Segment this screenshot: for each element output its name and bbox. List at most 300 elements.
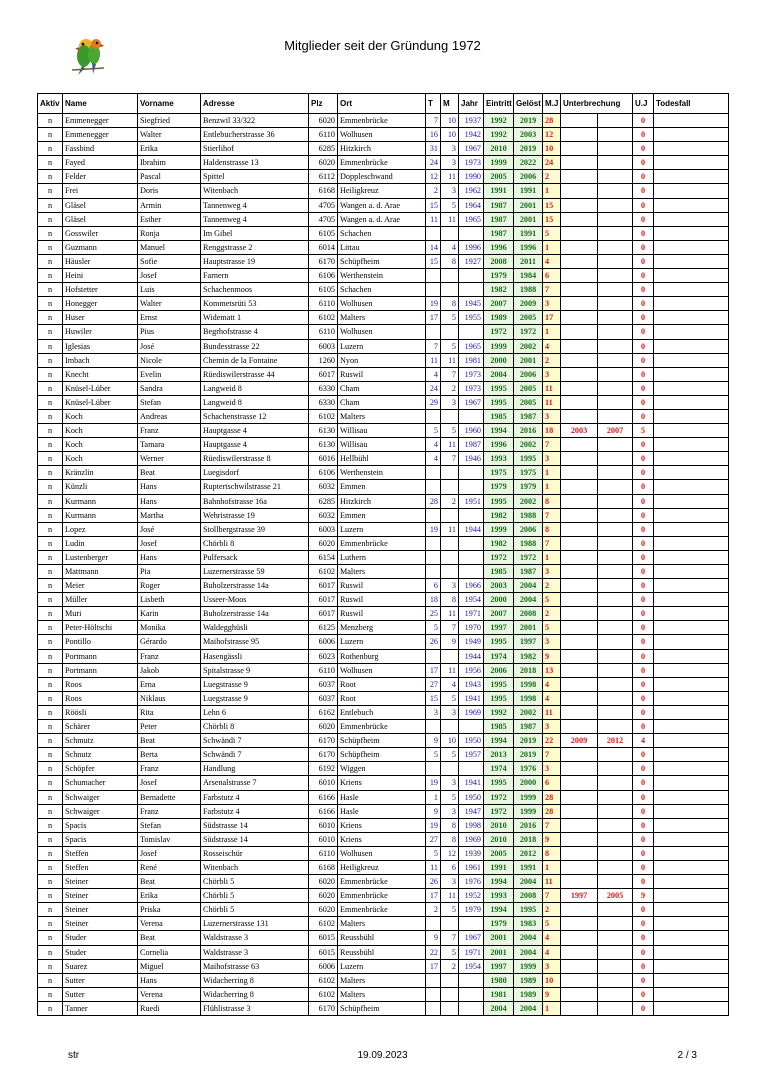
cell-name: Studer	[63, 931, 138, 945]
cell-tag: 5	[426, 846, 441, 860]
cell-monat	[441, 536, 459, 550]
cell-unterbrechung-bis	[598, 325, 633, 339]
cell-todesfall	[654, 734, 729, 748]
cell-name: Imbach	[63, 353, 138, 367]
cell-adresse: Bundesstrasse 22	[201, 339, 309, 353]
cell-ort: Menzberg	[338, 621, 426, 635]
cell-mj: 4	[543, 339, 561, 353]
cell-adresse: Bahnhofstrasse 16a	[201, 494, 309, 508]
cell-tag: 15	[426, 691, 441, 705]
cell-ort: Malters	[338, 311, 426, 325]
cell-geloest: 1988	[514, 536, 543, 550]
cell-aktiv: n	[38, 325, 63, 339]
cell-mj: 2	[543, 607, 561, 621]
cell-plz: 6017	[309, 367, 338, 381]
cell-uj: 0	[633, 240, 654, 254]
cell-aktiv: n	[38, 452, 63, 466]
cell-todesfall	[654, 353, 729, 367]
cell-eintritt: 1995	[484, 677, 514, 691]
cell-tag: 17	[426, 959, 441, 973]
cell-tag: 22	[426, 945, 441, 959]
cell-plz: 6102	[309, 409, 338, 423]
cell-eintritt: 2013	[484, 748, 514, 762]
cell-unterbrechung-bis	[598, 832, 633, 846]
cell-mj: 1	[543, 184, 561, 198]
cell-uj: 0	[633, 254, 654, 268]
cell-todesfall	[654, 128, 729, 142]
cell-adresse: Stollbergstrasse 39	[201, 522, 309, 536]
table-row	[38, 790, 729, 804]
cell-uj: 0	[633, 480, 654, 494]
cell-ort: Hasle	[338, 790, 426, 804]
cell-uj: 0	[633, 283, 654, 297]
cell-eintritt: 1995	[484, 395, 514, 409]
cell-name: Steiner	[63, 917, 138, 931]
cell-vorname: Hans	[138, 550, 201, 564]
cell-vorname: Luis	[138, 283, 201, 297]
cell-adresse: Spitalstrasse 9	[201, 663, 309, 677]
cell-aktiv: n	[38, 776, 63, 790]
cell-todesfall	[654, 635, 729, 649]
col-header-geloest: Gelöst	[514, 94, 543, 114]
cell-jahr	[459, 565, 484, 579]
cell-tag	[426, 762, 441, 776]
cell-vorname: Ernst	[138, 311, 201, 325]
cell-unterbrechung-von: 1997	[561, 889, 598, 903]
cell-plz: 6102	[309, 987, 338, 1001]
cell-unterbrechung-von	[561, 959, 598, 973]
cell-unterbrechung-bis	[598, 903, 633, 917]
cell-geloest: 2001	[514, 353, 543, 367]
cell-mj: 11	[543, 705, 561, 719]
cell-name: Emmenegger	[63, 128, 138, 142]
cell-eintritt: 1996	[484, 438, 514, 452]
cell-eintritt: 1985	[484, 409, 514, 423]
table-row	[38, 550, 729, 564]
cell-unterbrechung-von	[561, 269, 598, 283]
cell-adresse: Rüediswilerstrasse 8	[201, 452, 309, 466]
cell-plz: 6017	[309, 593, 338, 607]
cell-uj: 0	[633, 128, 654, 142]
cell-monat: 11	[441, 353, 459, 367]
cell-mj: 3	[543, 452, 561, 466]
cell-ort: Emmenbrücke	[338, 114, 426, 128]
cell-jahr: 1950	[459, 790, 484, 804]
cell-uj: 0	[633, 198, 654, 212]
cell-uj: 0	[633, 409, 654, 423]
cell-unterbrechung-bis	[598, 973, 633, 987]
cell-geloest: 2012	[514, 846, 543, 860]
cell-geloest: 2001	[514, 212, 543, 226]
cell-adresse: Im Gibel	[201, 226, 309, 240]
cell-monat: 8	[441, 593, 459, 607]
cell-vorname: Erna	[138, 677, 201, 691]
cell-unterbrechung-von	[561, 720, 598, 734]
cell-geloest: 2009	[514, 297, 543, 311]
cell-aktiv: n	[38, 579, 63, 593]
cell-adresse: Witenbach	[201, 860, 309, 874]
cell-mj: 7	[543, 889, 561, 903]
cell-plz: 6106	[309, 466, 338, 480]
cell-eintritt: 1979	[484, 917, 514, 931]
cell-eintritt: 1972	[484, 325, 514, 339]
cell-eintritt: 1979	[484, 480, 514, 494]
table-row	[38, 142, 729, 156]
cell-name: Koch	[63, 409, 138, 423]
cell-plz: 6102	[309, 917, 338, 931]
cell-vorname: Walter	[138, 297, 201, 311]
cell-unterbrechung-bis	[598, 959, 633, 973]
cell-unterbrechung-bis	[598, 593, 633, 607]
cell-adresse: Farbstutz 4	[201, 790, 309, 804]
cell-plz: 6154	[309, 550, 338, 564]
cell-mj: 6	[543, 269, 561, 283]
cell-geloest: 2002	[514, 705, 543, 719]
cell-plz: 6102	[309, 973, 338, 987]
cell-aktiv: n	[38, 1001, 63, 1015]
cell-eintritt: 2005	[484, 846, 514, 860]
cell-ort: Root	[338, 691, 426, 705]
cell-adresse: Tannenweg 4	[201, 198, 309, 212]
cell-monat: 8	[441, 297, 459, 311]
cell-name: Schmutz	[63, 734, 138, 748]
cell-adresse: Arsenalstrasse 7	[201, 776, 309, 790]
cell-plz: 6017	[309, 579, 338, 593]
cell-eintritt: 2000	[484, 593, 514, 607]
table-row	[38, 114, 729, 128]
cell-aktiv: n	[38, 621, 63, 635]
cell-uj: 0	[633, 832, 654, 846]
cell-unterbrechung-von	[561, 156, 598, 170]
cell-todesfall	[654, 339, 729, 353]
cell-ort: Emmenbrücke	[338, 875, 426, 889]
cell-todesfall	[654, 790, 729, 804]
cell-ort: Schüpfheim	[338, 748, 426, 762]
table-row	[38, 522, 729, 536]
cell-vorname: Hans	[138, 973, 201, 987]
cell-tag: 18	[426, 593, 441, 607]
cell-plz: 6010	[309, 776, 338, 790]
cell-uj: 0	[633, 466, 654, 480]
cell-uj: 0	[633, 804, 654, 818]
cell-plz: 6032	[309, 508, 338, 522]
cell-unterbrechung-bis	[598, 522, 633, 536]
cell-vorname: Hans	[138, 480, 201, 494]
cell-aktiv: n	[38, 931, 63, 945]
cell-todesfall	[654, 776, 729, 790]
cell-aktiv: n	[38, 198, 63, 212]
cell-uj: 0	[633, 762, 654, 776]
cell-aktiv: n	[38, 480, 63, 494]
cell-jahr: 1950	[459, 734, 484, 748]
cell-plz: 6130	[309, 438, 338, 452]
cell-aktiv: n	[38, 973, 63, 987]
cell-adresse: Rüediswilerstrasse 44	[201, 367, 309, 381]
cell-unterbrechung-bis	[598, 494, 633, 508]
cell-unterbrechung-bis	[598, 860, 633, 874]
cell-aktiv: n	[38, 438, 63, 452]
cell-monat: 11	[441, 170, 459, 184]
cell-eintritt: 2004	[484, 1001, 514, 1015]
table-row	[38, 720, 729, 734]
cell-unterbrechung-bis	[598, 649, 633, 663]
cell-ort: Kriens	[338, 818, 426, 832]
cell-plz: 6110	[309, 325, 338, 339]
cell-aktiv: n	[38, 226, 63, 240]
cell-geloest: 2022	[514, 156, 543, 170]
cell-jahr: 1946	[459, 452, 484, 466]
cell-eintritt: 2008	[484, 254, 514, 268]
cell-jahr: 1951	[459, 494, 484, 508]
cell-jahr: 1962	[459, 184, 484, 198]
cell-geloest: 2005	[514, 381, 543, 395]
cell-aktiv: n	[38, 297, 63, 311]
cell-plz: 6037	[309, 691, 338, 705]
cell-ort: Entlebuch	[338, 705, 426, 719]
cell-eintritt: 1987	[484, 212, 514, 226]
cell-aktiv: n	[38, 550, 63, 564]
cell-vorname: Karin	[138, 607, 201, 621]
cell-jahr: 1941	[459, 691, 484, 705]
cell-name: Schnutz	[63, 748, 138, 762]
cell-geloest: 1998	[514, 677, 543, 691]
cell-eintritt: 1979	[484, 269, 514, 283]
footer-author: str	[68, 1050, 80, 1061]
cell-unterbrechung-von	[561, 367, 598, 381]
cell-ort: Wolhusen	[338, 128, 426, 142]
table-row	[38, 621, 729, 635]
cell-unterbrechung-bis	[598, 170, 633, 184]
cell-jahr: 1941	[459, 776, 484, 790]
cell-aktiv: n	[38, 522, 63, 536]
cell-monat: 11	[441, 607, 459, 621]
cell-adresse: Witenbach	[201, 184, 309, 198]
cell-eintritt: 1994	[484, 424, 514, 438]
cell-uj: 0	[633, 790, 654, 804]
table-row	[38, 254, 729, 268]
cell-tag	[426, 283, 441, 297]
cell-adresse: Pulfersack	[201, 550, 309, 564]
cell-todesfall	[654, 198, 729, 212]
cell-tag	[426, 325, 441, 339]
cell-vorname: Tomislav	[138, 832, 201, 846]
cell-aktiv: n	[38, 409, 63, 423]
cell-monat	[441, 226, 459, 240]
cell-ort: Emmenbrücke	[338, 156, 426, 170]
table-row	[38, 607, 729, 621]
cell-todesfall	[654, 860, 729, 874]
cell-geloest: 2002	[514, 494, 543, 508]
cell-tag: 14	[426, 240, 441, 254]
cell-jahr	[459, 409, 484, 423]
cell-mj: 6	[543, 776, 561, 790]
cell-adresse: Begrhofstrasse 4	[201, 325, 309, 339]
cell-tag	[426, 987, 441, 1001]
cell-uj: 0	[633, 339, 654, 353]
cell-jahr	[459, 480, 484, 494]
cell-eintritt: 1981	[484, 987, 514, 1001]
cell-ort: Luthern	[338, 550, 426, 564]
cell-aktiv: n	[38, 142, 63, 156]
cell-plz: 6170	[309, 748, 338, 762]
cell-geloest: 2016	[514, 424, 543, 438]
cell-ort: Schachen	[338, 283, 426, 297]
cell-unterbrechung-von	[561, 818, 598, 832]
cell-uj: 0	[633, 621, 654, 635]
cell-eintritt: 2007	[484, 297, 514, 311]
cell-tag: 7	[426, 114, 441, 128]
cell-geloest: 2003	[514, 128, 543, 142]
cell-monat	[441, 565, 459, 579]
cell-ort: Rothenburg	[338, 649, 426, 663]
cell-tag: 16	[426, 128, 441, 142]
cell-eintritt: 1993	[484, 452, 514, 466]
cell-eintritt: 1987	[484, 198, 514, 212]
cell-unterbrechung-von	[561, 649, 598, 663]
cell-aktiv: n	[38, 748, 63, 762]
cell-adresse: Hauptgasse 4	[201, 424, 309, 438]
cell-geloest: 2008	[514, 607, 543, 621]
cell-eintritt: 2000	[484, 353, 514, 367]
cell-name: Spacis	[63, 818, 138, 832]
cell-eintritt: 1996	[484, 240, 514, 254]
cell-uj: 0	[633, 508, 654, 522]
cell-eintritt: 1991	[484, 860, 514, 874]
cell-adresse: Haldenstrasse 13	[201, 156, 309, 170]
cell-todesfall	[654, 663, 729, 677]
cell-vorname: Cornelia	[138, 945, 201, 959]
cell-eintritt: 1994	[484, 734, 514, 748]
col-header-t: T	[426, 94, 441, 114]
cell-todesfall	[654, 240, 729, 254]
cell-plz: 6102	[309, 565, 338, 579]
cell-mj: 28	[543, 114, 561, 128]
cell-todesfall	[654, 508, 729, 522]
table-row	[38, 917, 729, 931]
cell-name: Steffen	[63, 860, 138, 874]
cell-eintritt: 1972	[484, 790, 514, 804]
cell-unterbrechung-bis	[598, 466, 633, 480]
cell-eintritt: 1974	[484, 762, 514, 776]
cell-monat: 10	[441, 128, 459, 142]
cell-uj: 0	[633, 720, 654, 734]
cell-aktiv: n	[38, 114, 63, 128]
cell-tag: 29	[426, 395, 441, 409]
cell-unterbrechung-bis	[598, 635, 633, 649]
cell-mj: 11	[543, 381, 561, 395]
cell-vorname: Franz	[138, 804, 201, 818]
cell-unterbrechung-von	[561, 635, 598, 649]
cell-eintritt: 1995	[484, 494, 514, 508]
cell-mj: 3	[543, 565, 561, 579]
cell-name: Sutter	[63, 987, 138, 1001]
cell-tag: 5	[426, 748, 441, 762]
cell-vorname: Esther	[138, 212, 201, 226]
cell-uj: 4	[633, 734, 654, 748]
cell-geloest: 2016	[514, 818, 543, 832]
cell-name: Koch	[63, 452, 138, 466]
cell-jahr: 1960	[459, 424, 484, 438]
cell-monat: 5	[441, 903, 459, 917]
cell-geloest: 1997	[514, 635, 543, 649]
table-row	[38, 283, 729, 297]
cell-name: Lustenberger	[63, 550, 138, 564]
cell-ort: Nyon	[338, 353, 426, 367]
cell-aktiv: n	[38, 649, 63, 663]
cell-plz: 6168	[309, 860, 338, 874]
cell-todesfall	[654, 452, 729, 466]
cell-geloest: 2006	[514, 522, 543, 536]
table-row	[38, 804, 729, 818]
cell-tag: 11	[426, 212, 441, 226]
cell-todesfall	[654, 142, 729, 156]
cell-vorname: Stefan	[138, 395, 201, 409]
cell-monat: 11	[441, 438, 459, 452]
cell-vorname: Jakob	[138, 663, 201, 677]
cell-todesfall	[654, 367, 729, 381]
cell-name: Schärer	[63, 720, 138, 734]
cell-vorname: Pius	[138, 325, 201, 339]
cell-unterbrechung-bis	[598, 438, 633, 452]
cell-vorname: Beat	[138, 466, 201, 480]
cell-name: Schöpfer	[63, 762, 138, 776]
cell-unterbrechung-von	[561, 170, 598, 184]
cell-adresse: Waldegghüsli	[201, 621, 309, 635]
cell-tag: 27	[426, 832, 441, 846]
cell-jahr: 1966	[459, 579, 484, 593]
cell-name: Huser	[63, 311, 138, 325]
cell-jahr: 1969	[459, 705, 484, 719]
cell-aktiv: n	[38, 734, 63, 748]
col-header-vorname: Vorname	[138, 94, 201, 114]
cell-aktiv: n	[38, 720, 63, 734]
cell-plz: 6015	[309, 931, 338, 945]
cell-name: Gläsel	[63, 198, 138, 212]
cell-adresse: Farbstutz 4	[201, 804, 309, 818]
col-header-adresse: Adresse	[201, 94, 309, 114]
cell-adresse: Maihofstrasse 63	[201, 959, 309, 973]
cell-ort: Malters	[338, 973, 426, 987]
table-row	[38, 466, 729, 480]
cell-aktiv: n	[38, 705, 63, 719]
cell-plz: 6006	[309, 635, 338, 649]
cell-tag: 15	[426, 198, 441, 212]
cell-ort: Emmenbrücke	[338, 536, 426, 550]
cell-jahr: 1969	[459, 832, 484, 846]
table-row	[38, 156, 729, 170]
cell-ort: Ruswil	[338, 607, 426, 621]
cell-geloest: 1995	[514, 903, 543, 917]
cell-geloest: 2019	[514, 734, 543, 748]
cell-monat	[441, 720, 459, 734]
cell-vorname: Sofie	[138, 254, 201, 268]
cell-monat: 12	[441, 846, 459, 860]
table-row	[38, 409, 729, 423]
cell-aktiv: n	[38, 790, 63, 804]
cell-monat: 5	[441, 311, 459, 325]
cell-tag	[426, 917, 441, 931]
table-header-row	[38, 94, 729, 114]
cell-mj: 4	[543, 945, 561, 959]
cell-ort: Emmenbrücke	[338, 889, 426, 903]
cell-aktiv: n	[38, 903, 63, 917]
cell-plz: 6016	[309, 452, 338, 466]
cell-unterbrechung-von	[561, 254, 598, 268]
table-row	[38, 565, 729, 579]
cell-aktiv: n	[38, 156, 63, 170]
cell-todesfall	[654, 170, 729, 184]
cell-jahr: 1945	[459, 297, 484, 311]
